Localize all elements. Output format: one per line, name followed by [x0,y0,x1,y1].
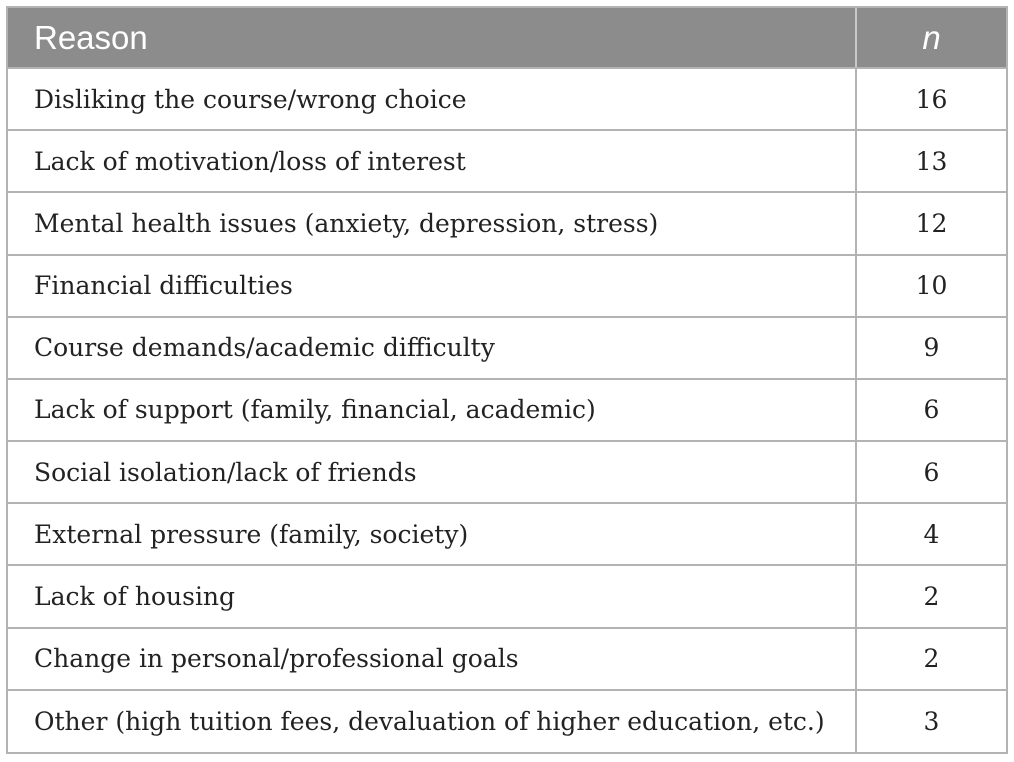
n-cell: 13 [856,130,1006,192]
table-row [8,441,1006,503]
reasons-table-grid [8,8,1006,752]
n-cell: 4 [856,503,1006,565]
table-row [8,68,1006,130]
table-header-row [8,8,1006,68]
table-row [8,317,1006,379]
table-row [8,130,1006,192]
table-row [8,565,1006,627]
n-cell: 2 [856,565,1006,627]
reasons-table [6,6,1008,754]
table-row [8,255,1006,317]
reason-cell: External pressure (family, society) [8,503,856,565]
reason-cell: Lack of housing [8,565,856,627]
table-row [8,503,1006,565]
reason-cell: Course demands/academic difficulty [8,317,856,379]
table-row [8,628,1006,690]
n-cell: 2 [856,628,1006,690]
table-row [8,192,1006,254]
reason-cell: Change in personal/professional goals [8,628,856,690]
n-cell: 16 [856,68,1006,130]
header-reason: Reason [8,8,856,68]
header-n: n [856,8,1006,68]
table-row [8,379,1006,441]
n-cell: 12 [856,192,1006,254]
reason-cell: Lack of support (family, financial, academic) [8,379,856,441]
reason-cell: Disliking the course/wrong choice [8,68,856,130]
n-cell: 6 [856,441,1006,503]
reason-cell: Lack of motivation/loss of interest [8,130,856,192]
reason-cell: Financial difficulties [8,255,856,317]
table-row [8,690,1006,752]
n-cell: 6 [856,379,1006,441]
reason-cell: Other (high tuition fees, devaluation of higher education, etc.) [34,706,825,736]
n-cell: 10 [856,255,1006,317]
reason-cell: Mental health issues (anxiety, depression, stress) [8,192,856,254]
n-cell: 3 [856,690,1006,752]
n-cell: 9 [856,317,1006,379]
reason-cell: Social isolation/lack of friends [8,441,856,503]
